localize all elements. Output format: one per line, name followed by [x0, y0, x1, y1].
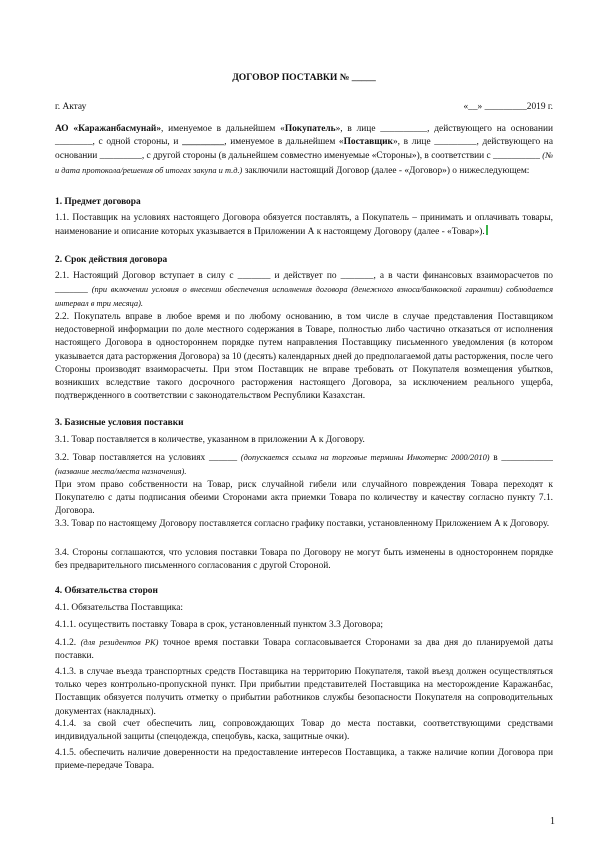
clause-4-1-4: 4.1.4. за свой счет обеспечить лиц, сопровождающих Товар до места поставки, соответствующими средствами индивидуальной защиты (спецодежда, спецобувь, каска, защитные очки). — [55, 719, 553, 743]
contract-date: «__» _________2019 г. — [463, 102, 553, 112]
clause-1-1: 1.1. Поставщик на условиях настоящего Договора обязуется поставлять, а Покупатель – принимать и оплачивать товары, наименование и описание которых указывается в Приложении А к настоящему Договору (далее - «Товар»). — [55, 213, 553, 238]
text-cursor — [486, 225, 488, 235]
document-title: ДОГОВОР ПОСТАВКИ № _____ — [232, 72, 376, 83]
clause-2-2: 2.2. Покупатель вправе в любое время и по любому основанию, в том числе в случае представления Поставщиком недостоверной информации по доле местного содержания в Товаре, полностью либо частично отказаться от исполнения настоящего Договора в одностороннем порядке путем направления Поставщику письменного уведомления (в котором указывается дата расторжения Договора) за 10 (десять) календарных дней до предполагаемой даты расторжения, после чего Стороны производят взаиморасчеты. При этом Поставщик не вправе требовать от Покупателя возмещения убытков, возникших вследствие такого досрочного расторжения настоящего Договора, за исключением реального ущерба, подтвержденного в соответствии с законодательством Республики Казахстан. — [55, 312, 553, 402]
clause-4-1-2: 4.1.2. (для резидентов РК) точное время поставки Товара согласовывается Сторонами за два дня до планируемой даты поставки. — [55, 638, 554, 662]
clause-4-1-3: 4.1.3. в случае въезда транспортных средств Поставщика на территорию Покупателя, такой въезд должен осуществляться только через контрольно-пропускной пункт. При прибытии представителей Поставщика на месторождение Каражанбас, Поставщик обязуется получить отметку о прибытии работников службы безопасности Покупателя на сопроводительных документах (накладных). — [55, 667, 553, 717]
clause-4-1-1: 4.1.1. осуществить поставку Товара в срок, установленный пунктом 3.3 Договора; — [55, 620, 383, 630]
clause-4-1-5: 4.1.5. обеспечить наличие доверенности на предоставление интересов Поставщика, а также наличие копии Договора при приеме-передаче Товара. — [55, 748, 553, 772]
city: г. Актау — [55, 102, 87, 112]
section-4-heading: 4. Обязательства сторон — [55, 586, 158, 596]
clause-3-4: 3.4. Стороны соглашаются, что условия поставки Товара по Договору не могут быть изменены в одностороннем порядке без предварительного письменного согласования с другой Стороной. — [55, 548, 553, 572]
intro-paragraph: АО «Каражанбасмунай», именуемое в дальнейшем «Покупатель», в лице __________, действующего на основании ________, с одной стороны, и _________, именуемое в дальнейшем «Поставщик», в лице _________, действующего на основании _________, с другой стороны (в дальнейшем совместно именуемые «Стороны»), в соответствии с __________ (№ и дата протокола/решения об итогах закупа и т.д.) заключили настоящий Договор (далее - «Договор») о нижеследующем: — [55, 124, 553, 176]
section-3-heading: 3. Базисные условия поставки — [55, 418, 184, 428]
clause-3-2-ownership: При этом право собственности на Товар, риск случайной гибели или случайного повреждения Товара переходят к Покупателю с даты подписания обеими Сторонами акта приемки Товара по количеству и качеству согласно пункту 7.1. Договора. — [55, 480, 553, 517]
clause-2-1: 2.1. Настоящий Договор вступает в силу с _______ и действует по _______, а в части финансовых взаиморасчетов по _______ (при включении условия о внесении обеспечения исполнения договора (денежного взноса/банковской гарантии) соблюдается интервал в три месяца). — [55, 271, 553, 309]
page-number: 1 — [550, 816, 555, 827]
clause-3-1: 3.1. Товар поставляется в количестве, указанном в приложении А к Договору. — [55, 435, 365, 445]
clause-4-1: 4.1. Обязательства Поставщика: — [55, 603, 183, 613]
clause-3-3: 3.3. Товар по настоящему Договору поставляется согласно графику поставки, установленному Приложением А к Договору. — [55, 519, 550, 529]
clause-3-2: 3.2. Товар поставляется на условиях ______ (допускается ссылка на торговые термины Инкотермс 2000/2010) в ___________ (название места/места назначения). — [55, 453, 553, 477]
section-2-heading: 2. Срок действия договора — [55, 255, 168, 265]
section-1-heading: 1. Предмет договора — [55, 197, 141, 207]
